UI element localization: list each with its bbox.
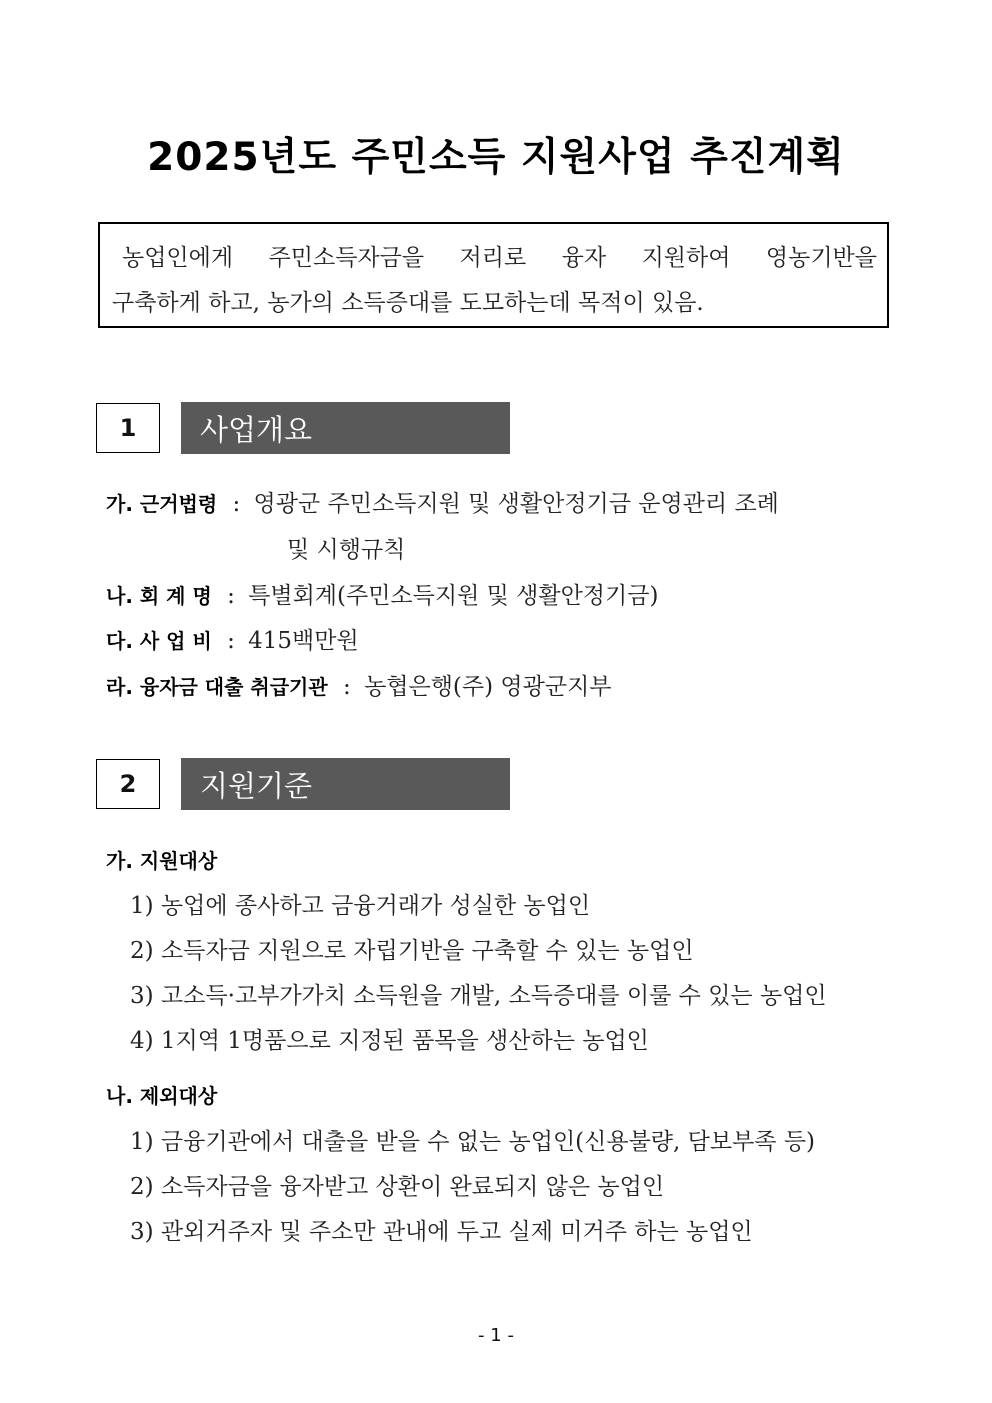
item-value: 영광군 주민소득지원 및 생활안정기금 운영관리 조례 [253, 491, 779, 517]
exclusion-item: 2) 소득자금을 융자받고 상환이 완료되지 않은 농업인 [130, 1174, 665, 1200]
section-1-number: 1 [96, 403, 160, 453]
section-2-number: 2 [96, 759, 160, 809]
item-separator: : [227, 628, 235, 654]
item-value: 농협은행(주) 영광군지부 [364, 674, 612, 700]
section-1-title: 사업개요 [200, 412, 313, 447]
overview-item-law [106, 485, 779, 518]
purpose-line-1: 농업인에게 주민소득자금을 저리로 융자 지원하여 영농기반을 [122, 245, 877, 271]
page-number: - 1 - [478, 1325, 514, 1346]
exclusion-item: 3) 관외거주자 및 주소만 관내에 두고 실제 미거주 하는 농업인 [130, 1219, 753, 1245]
section-2-heading [181, 758, 510, 810]
exclusion-item: 1) 금융기관에서 대출을 받을 수 없는 농업인(신용불량, 담보부족 등) [130, 1129, 816, 1155]
support-target-item: 1) 농업에 종사하고 금융거래가 성실한 농업인 [130, 893, 591, 919]
item-label: 다. 사 업 비 [106, 629, 212, 653]
item-value: 415백만원 [248, 628, 359, 654]
item-separator: : [343, 674, 351, 700]
item-separator: : [232, 491, 241, 517]
overview-item-account [106, 577, 658, 610]
item-label: 가. 근거법령 [106, 492, 218, 516]
overview-item-law-continued: 및 시행규칙 [287, 537, 406, 563]
support-target-item: 4) 1지역 1명품으로 지정된 품목을 생산하는 농업인 [130, 1028, 649, 1054]
exclusion-heading: 나. 제외대상 [106, 1084, 218, 1108]
support-target-heading: 가. 지원대상 [106, 849, 218, 873]
section-2-title: 지원기준 [200, 768, 313, 803]
item-label: 라. 융자금 대출 취급기관 [106, 675, 328, 699]
item-label: 나. 회 계 명 [106, 584, 212, 608]
section-1-heading [181, 402, 510, 454]
support-target-item: 3) 고소득·고부가가치 소득원을 개발, 소득증대를 이룰 수 있는 농업인 [130, 983, 827, 1009]
purpose-line-2: 구축하게 하고, 농가의 소득증대를 도모하는데 목적이 있음. [112, 290, 704, 316]
item-value: 특별회계(주민소득지원 및 생활안정기금) [248, 583, 659, 609]
overview-item-lender [106, 668, 612, 701]
overview-item-budget [106, 622, 359, 655]
item-separator: : [227, 583, 235, 609]
support-target-item: 2) 소득자금 지원으로 자립기반을 구축할 수 있는 농업인 [130, 938, 694, 964]
purpose-box [98, 222, 889, 328]
document-title: 2025년도 주민소득 지원사업 추진계획 [147, 135, 845, 180]
